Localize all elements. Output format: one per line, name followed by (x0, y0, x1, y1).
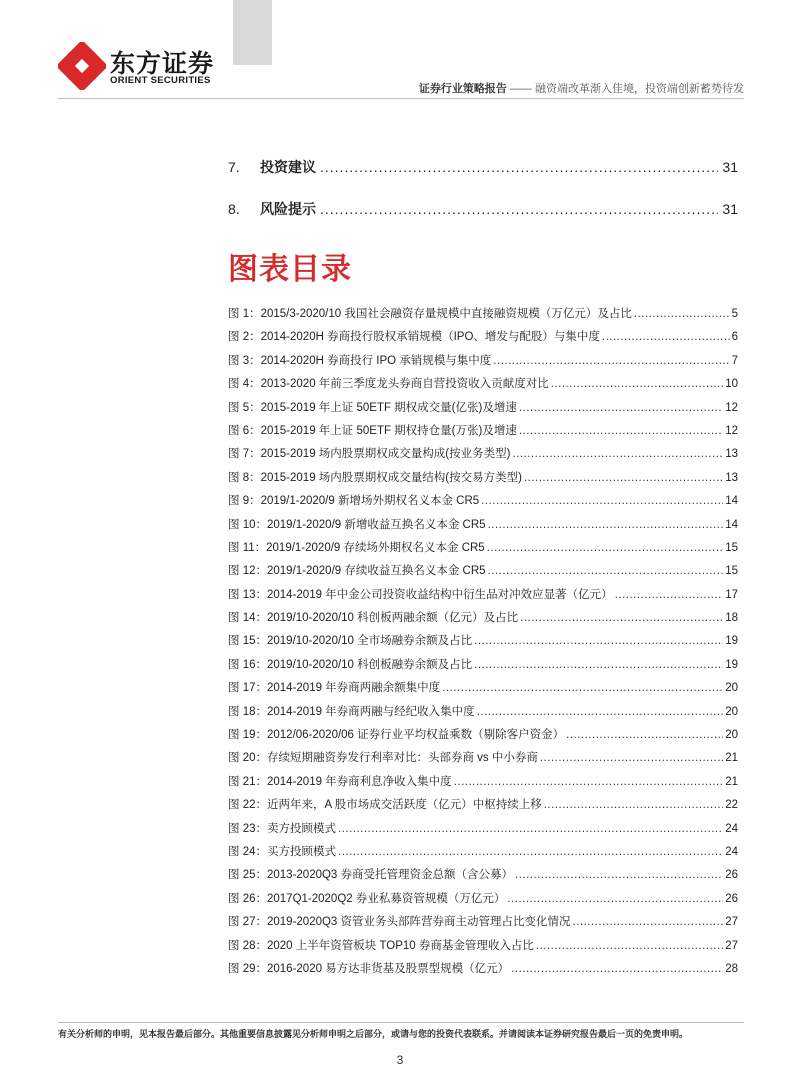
toc-page: 31 (722, 159, 738, 175)
dot-leader (602, 331, 730, 343)
figure-entry[interactable] (228, 866, 738, 889)
figure-page: 10 (725, 378, 738, 391)
figure-caption: 图 29：2016-2020 易方达非货基及股票型规模（亿元） (228, 962, 510, 975)
toc-item-7[interactable] (228, 157, 738, 177)
dot-leader (454, 776, 724, 788)
figure-page: 22 (725, 799, 738, 812)
figure-caption: 图 5：2015-2019 年上证 50ETF 期权成交量(亿张)及增速 (228, 401, 517, 414)
figure-page: 24 (725, 845, 738, 858)
figure-entry[interactable] (228, 679, 738, 702)
dot-leader (566, 729, 723, 741)
report-type: 证券行业策略报告 (418, 83, 507, 95)
figure-caption: 图 18：2014-2019 年券商两融与经纪收入集中度 (228, 705, 475, 718)
dot-leader (536, 940, 723, 952)
figure-caption: 图 9：2019/1-2020/9 新增场外期权名义本金 CR5 (228, 495, 480, 508)
figure-entry[interactable] (228, 960, 738, 983)
dot-leader (551, 378, 723, 390)
dot-leader (519, 425, 723, 437)
dot-leader (515, 869, 723, 881)
figure-caption: 图 14：2019/10-2020/10 科创板两融余额（亿元）及占比 (228, 612, 519, 625)
dot-leader (519, 402, 723, 414)
dot-leader (320, 159, 718, 175)
figure-caption: 图 13：2014-2019 年中金公司投资收益结构中衍生品对冲效应显著（亿元） (228, 588, 613, 601)
figure-entry[interactable] (228, 492, 738, 515)
figure-caption: 图 1：2015/3-2020/10 我国社会融资存量规模中直接融资规模（万亿元）及占比 (228, 308, 632, 320)
figure-page: 7 (731, 354, 738, 367)
figure-page: 15 (725, 565, 738, 578)
toc-title: 风险提示 (260, 201, 316, 217)
dot-leader (320, 201, 718, 217)
figure-caption: 图 21：2014-2019 年券商利息净收入集中度 (228, 775, 452, 788)
toc-number: 8. (228, 201, 240, 217)
figure-page: 18 (725, 612, 738, 625)
figure-caption: 图 19：2012/06-2020/06 证券行业平均权益乘数（剔除客户资金） (228, 729, 565, 742)
orient-logo-icon (58, 42, 106, 90)
dot-leader (338, 823, 723, 835)
figure-caption: 图 25：2013-2020Q3 券商受托管理资金总额（含公募） (228, 869, 514, 882)
figure-page: 21 (725, 752, 738, 765)
dot-leader (442, 682, 723, 694)
dot-leader (507, 893, 723, 905)
toc-title: 投资建议 (260, 159, 316, 175)
toc-page: 31 (722, 201, 738, 217)
figure-page: 5 (731, 308, 738, 320)
figure-page: 26 (725, 892, 738, 905)
figure-page: 13 (725, 448, 738, 461)
figure-entry[interactable] (228, 913, 738, 936)
dot-leader (512, 448, 723, 460)
figure-page: 13 (725, 471, 738, 484)
figure-entry[interactable] (228, 469, 738, 492)
dot-leader (544, 799, 723, 811)
figure-caption: 图 3：2014-2020H 券商投行 IPO 承销规模与集中度 (228, 354, 492, 367)
figure-caption: 图 17：2014-2019 年券商两融余额集中度 (228, 682, 441, 695)
figure-caption: 图 10：2019/1-2020/9 新增收益互换名义本金 CR5 (228, 518, 486, 531)
figure-entry[interactable] (228, 890, 738, 913)
dot-leader (615, 589, 724, 601)
figure-caption: 图 23：卖方投顾模式 (228, 822, 336, 835)
dot-leader (487, 542, 723, 554)
dot-leader (573, 916, 724, 928)
figure-page: 19 (725, 635, 738, 648)
figure-page: 14 (725, 518, 738, 531)
figure-caption: 图 4：2013-2020 年前三季度龙头券商自营投资收入贡献度对比 (228, 378, 549, 391)
figure-page: 20 (725, 705, 738, 718)
dot-leader (488, 565, 724, 577)
figure-entry[interactable] (228, 773, 738, 796)
figure-entry[interactable] (228, 562, 738, 585)
figure-caption: 图 11：2019/1-2020/9 存续场外期权名义本金 CR5 (228, 541, 485, 554)
figure-page: 24 (725, 822, 738, 835)
dot-leader (474, 635, 723, 647)
figure-page: 21 (725, 775, 738, 788)
figure-page: 12 (725, 401, 738, 414)
figure-entry[interactable] (228, 843, 738, 866)
dot-leader (488, 519, 724, 531)
figure-page: 17 (725, 588, 738, 601)
figure-caption: 图 27：2019-2020Q3 资管业务头部阵营券商主动管理占比变化情况 (228, 916, 571, 929)
dot-leader (540, 752, 723, 764)
figure-caption: 图 7：2015-2019 场内股票期权成交量构成(按业务类型) (228, 448, 511, 461)
figure-page: 20 (725, 729, 738, 742)
figure-entry[interactable] (228, 703, 738, 726)
figure-caption: 图 20：存续短期融资券发行利率对比：头部券商 vs 中小券商 (228, 752, 538, 765)
figure-caption: 图 24：买方投顾模式 (228, 845, 336, 858)
figure-list-title: 图表目录 (228, 253, 352, 286)
figure-page: 19 (725, 658, 738, 671)
header-divider (58, 98, 744, 99)
figure-page: 6 (731, 331, 738, 344)
figure-entry[interactable] (228, 445, 738, 468)
figure-entry[interactable] (228, 749, 738, 772)
figure-entry[interactable] (228, 328, 738, 351)
figure-page: 28 (725, 962, 738, 975)
dot-leader (481, 495, 723, 507)
figure-caption: 图 22：近两年来，A 股市场成交活跃度（亿元）中枢持续上移 (228, 799, 542, 812)
dot-leader (511, 963, 723, 975)
header-grey-tab (233, 0, 272, 65)
dot-leader (520, 612, 723, 624)
figure-entry[interactable] (228, 632, 738, 655)
figure-caption: 图 2：2014-2020H 券商投行股权承销规模（IPO、增发与配股）与集中度 (228, 331, 600, 344)
figure-page: 27 (725, 939, 738, 952)
toc-item-8[interactable] (228, 199, 738, 219)
figure-caption: 图 8：2015-2019 场内股票期权成交量结构(按交易方类型) (228, 471, 522, 484)
figure-caption: 图 15：2019/10-2020/10 全市场融券余额及占比 (228, 635, 473, 648)
footer-disclaimer: 有关分析师的申明，见本报告最后部分。其他重要信息披露见分析师申明之后部分，或请与您的投资代表联系。并请阅读本证券研究报告最后一页的免责申明。 (58, 1029, 689, 1039)
figure-entry[interactable] (228, 375, 738, 398)
dot-leader (493, 355, 729, 367)
figure-page: 26 (725, 869, 738, 882)
dot-leader (338, 846, 723, 858)
dot-leader (477, 706, 724, 718)
figure-entry[interactable] (228, 516, 738, 539)
logo-chinese-name: 东方证券 (110, 50, 215, 78)
figure-page: 14 (725, 495, 738, 508)
figure-entry[interactable] (228, 539, 738, 562)
figure-list (228, 305, 738, 983)
page-number: 3 (396, 1053, 404, 1067)
figure-caption: 图 16：2019/10-2020/10 科创板融券余额及占比 (228, 658, 473, 671)
figure-caption: 图 12：2019/1-2020/9 存续收益互换名义本金 CR5 (228, 565, 486, 578)
figure-entry[interactable] (228, 609, 738, 632)
dot-leader (474, 659, 723, 671)
figure-entry[interactable] (228, 726, 738, 749)
figure-entry[interactable] (228, 796, 738, 819)
report-header (419, 80, 744, 96)
dot-leader (524, 472, 723, 484)
figure-caption: 图 6：2015-2019 年上证 50ETF 期权持仓量(万张)及增速 (228, 424, 517, 437)
figure-page: 15 (725, 541, 738, 554)
figure-entry[interactable] (228, 422, 738, 445)
figure-page: 27 (725, 916, 738, 929)
figure-entry[interactable] (228, 352, 738, 375)
report-subtitle: —— 融资端改革渐入佳境，投资端创新蓄势待发 (506, 83, 744, 95)
figure-entry[interactable] (228, 937, 738, 960)
figure-page: 20 (725, 682, 738, 695)
figure-entry[interactable] (228, 586, 738, 609)
footer-divider (58, 1022, 744, 1023)
figure-page: 12 (725, 424, 738, 437)
dot-leader (634, 308, 730, 320)
figure-entry[interactable] (228, 305, 738, 328)
logo-english-name: ORIENT SECURITIES (110, 75, 211, 86)
figure-caption: 图 26：2017Q1-2020Q2 券业私募资管规模（万亿元） (228, 892, 506, 905)
figure-entry[interactable] (228, 656, 738, 679)
toc-number: 7. (228, 159, 240, 175)
figure-entry[interactable] (228, 820, 738, 843)
figure-caption: 图 28：2020 上半年资管板块 TOP10 券商基金管理收入占比 (228, 939, 534, 952)
figure-entry[interactable] (228, 399, 738, 422)
